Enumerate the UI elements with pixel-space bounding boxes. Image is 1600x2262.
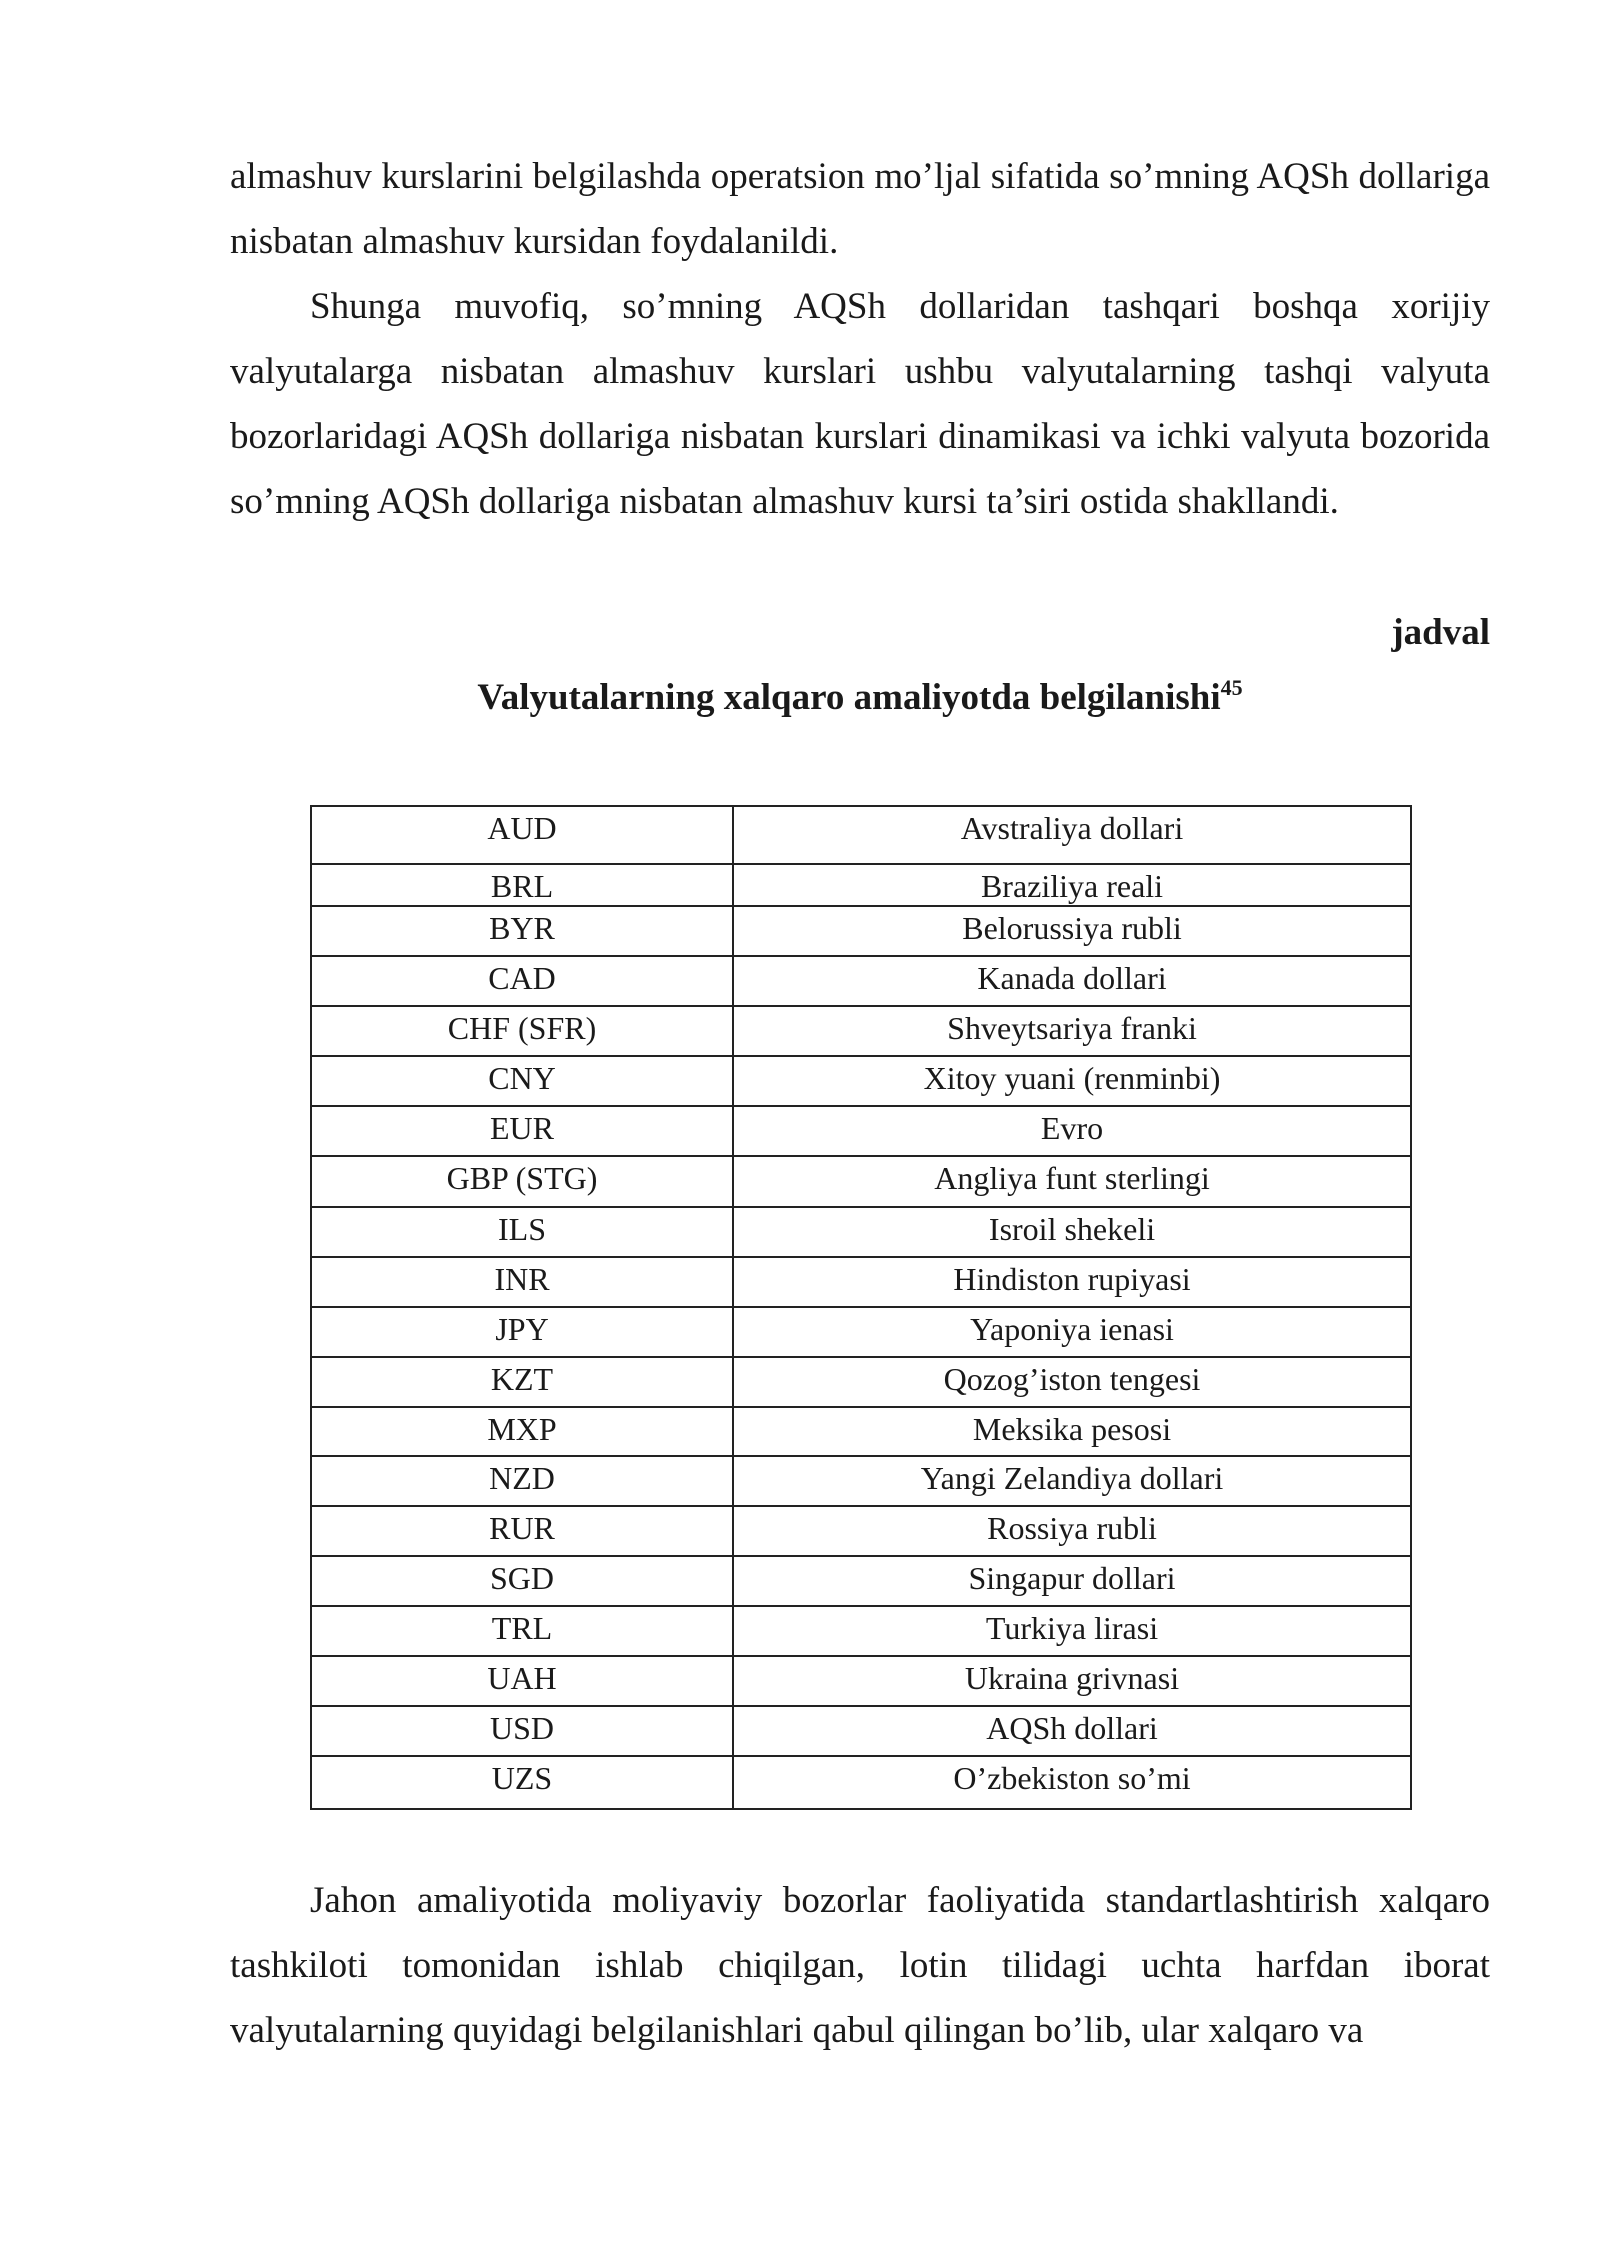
currency-code-cell: KZT <box>311 1357 733 1407</box>
table-row <box>311 1006 1411 1056</box>
currency-code-cell: INR <box>311 1257 733 1307</box>
currency-name-cell: Ukraina grivnasi <box>733 1656 1411 1706</box>
currency-code-cell: TRL <box>311 1606 733 1656</box>
currency-code-cell: UAH <box>311 1656 733 1706</box>
table-row <box>311 1307 1411 1357</box>
currency-name-cell: Meksika pesosi <box>733 1407 1411 1456</box>
currency-name-cell: Shveytsariya franki <box>733 1006 1411 1056</box>
table-row <box>311 1606 1411 1656</box>
currency-name-cell: Xitoy yuani (renminbi) <box>733 1056 1411 1106</box>
currency-name-cell: Singapur dollari <box>733 1556 1411 1606</box>
footnote-marker: 45 <box>1220 675 1243 700</box>
currency-name-cell: Hindiston rupiyasi <box>733 1257 1411 1307</box>
table-row <box>311 1706 1411 1756</box>
currency-code-cell: CNY <box>311 1056 733 1106</box>
table-row <box>311 1056 1411 1106</box>
currency-code-cell: SGD <box>311 1556 733 1606</box>
table-row <box>311 1456 1411 1506</box>
body-paragraph: Shunga muvofiq, so’mning AQSh dollaridan tashqari boshqa xorijiy valyutalarga nisbatan almashuv kurslari ushbu valyutalarning tashqi valyuta bozorlaridagi AQSh dollariga nisbatan kurslari dinamikasi va ichki valyuta bozorida so’mning AQSh dollariga nisbatan almashuv kursi ta’siri ostida shakllandi. <box>230 286 1490 522</box>
currency-name-cell: Yangi Zelandiya dollari <box>733 1456 1411 1506</box>
currency-code-cell: UZS <box>311 1756 733 1809</box>
currency-code-cell: NZD <box>311 1456 733 1506</box>
table-row <box>311 1656 1411 1706</box>
body-paragraph: almashuv kurslarini belgilashda operatsion mo’ljal sifatida so’mning AQSh dollariga nisbatan almashuv kursidan foydalanildi. <box>230 156 1490 262</box>
table-row <box>311 1257 1411 1307</box>
currency-name-cell: Qozog’iston tengesi <box>733 1357 1411 1407</box>
table-row <box>311 806 1411 864</box>
currency-code-cell: CAD <box>311 956 733 1006</box>
currency-name-cell: Belorussiya rubli <box>733 906 1411 956</box>
currency-name-cell: O’zbekiston so’mi <box>733 1756 1411 1809</box>
currency-code-cell: EUR <box>311 1106 733 1156</box>
currency-name-cell: Avstraliya dollari <box>733 806 1411 864</box>
currency-code-cell: USD <box>311 1706 733 1756</box>
table-row <box>311 1756 1411 1809</box>
body-paragraph: Jahon amaliyotida moliyaviy bozorlar faoliyatida standartlashtirish xalqaro tashkiloti tomonidan ishlab chiqilgan, lotin tilidagi uchta harfdan iborat valyutalarning quyidagi belgilanishlari qabul qilingan bo’lib, ular xalqaro va <box>230 1880 1490 2051</box>
currency-name-cell: Braziliya reali <box>733 864 1411 906</box>
currency-code-cell: BRL <box>311 864 733 906</box>
currency-code-cell: BYR <box>311 906 733 956</box>
currency-name-cell: Yaponiya ienasi <box>733 1307 1411 1357</box>
table-row <box>311 1407 1411 1456</box>
table-row <box>311 1207 1411 1257</box>
currency-code-cell: GBP (STG) <box>311 1156 733 1207</box>
table-row <box>311 1156 1411 1207</box>
currency-name-cell: Turkiya lirasi <box>733 1606 1411 1656</box>
currency-code-cell: ILS <box>311 1207 733 1257</box>
currency-name-cell: Rossiya rubli <box>733 1506 1411 1556</box>
currency-code-cell: RUR <box>311 1506 733 1556</box>
currency-code-cell: JPY <box>311 1307 733 1357</box>
table-row <box>311 1357 1411 1407</box>
currency-name-cell: AQSh dollari <box>733 1706 1411 1756</box>
table-row <box>311 906 1411 956</box>
table-row <box>311 864 1411 906</box>
currency-table <box>310 805 1412 1810</box>
table-row <box>311 1506 1411 1556</box>
table-label: jadval <box>1391 612 1490 653</box>
currency-code-cell: CHF (SFR) <box>311 1006 733 1056</box>
table-title-text: Valyutalarning xalqaro amaliyotda belgilanishi <box>477 677 1221 718</box>
table-row <box>311 956 1411 1006</box>
table-row <box>311 1556 1411 1606</box>
currency-name-cell: Angliya funt sterlingi <box>733 1156 1411 1207</box>
currency-code-cell: MXP <box>311 1407 733 1456</box>
currency-code-cell: AUD <box>311 806 733 864</box>
currency-name-cell: Evro <box>733 1106 1411 1156</box>
currency-name-cell: Kanada dollari <box>733 956 1411 1006</box>
currency-name-cell: Isroil shekeli <box>733 1207 1411 1257</box>
table-row <box>311 1106 1411 1156</box>
table-title <box>0 665 1600 730</box>
